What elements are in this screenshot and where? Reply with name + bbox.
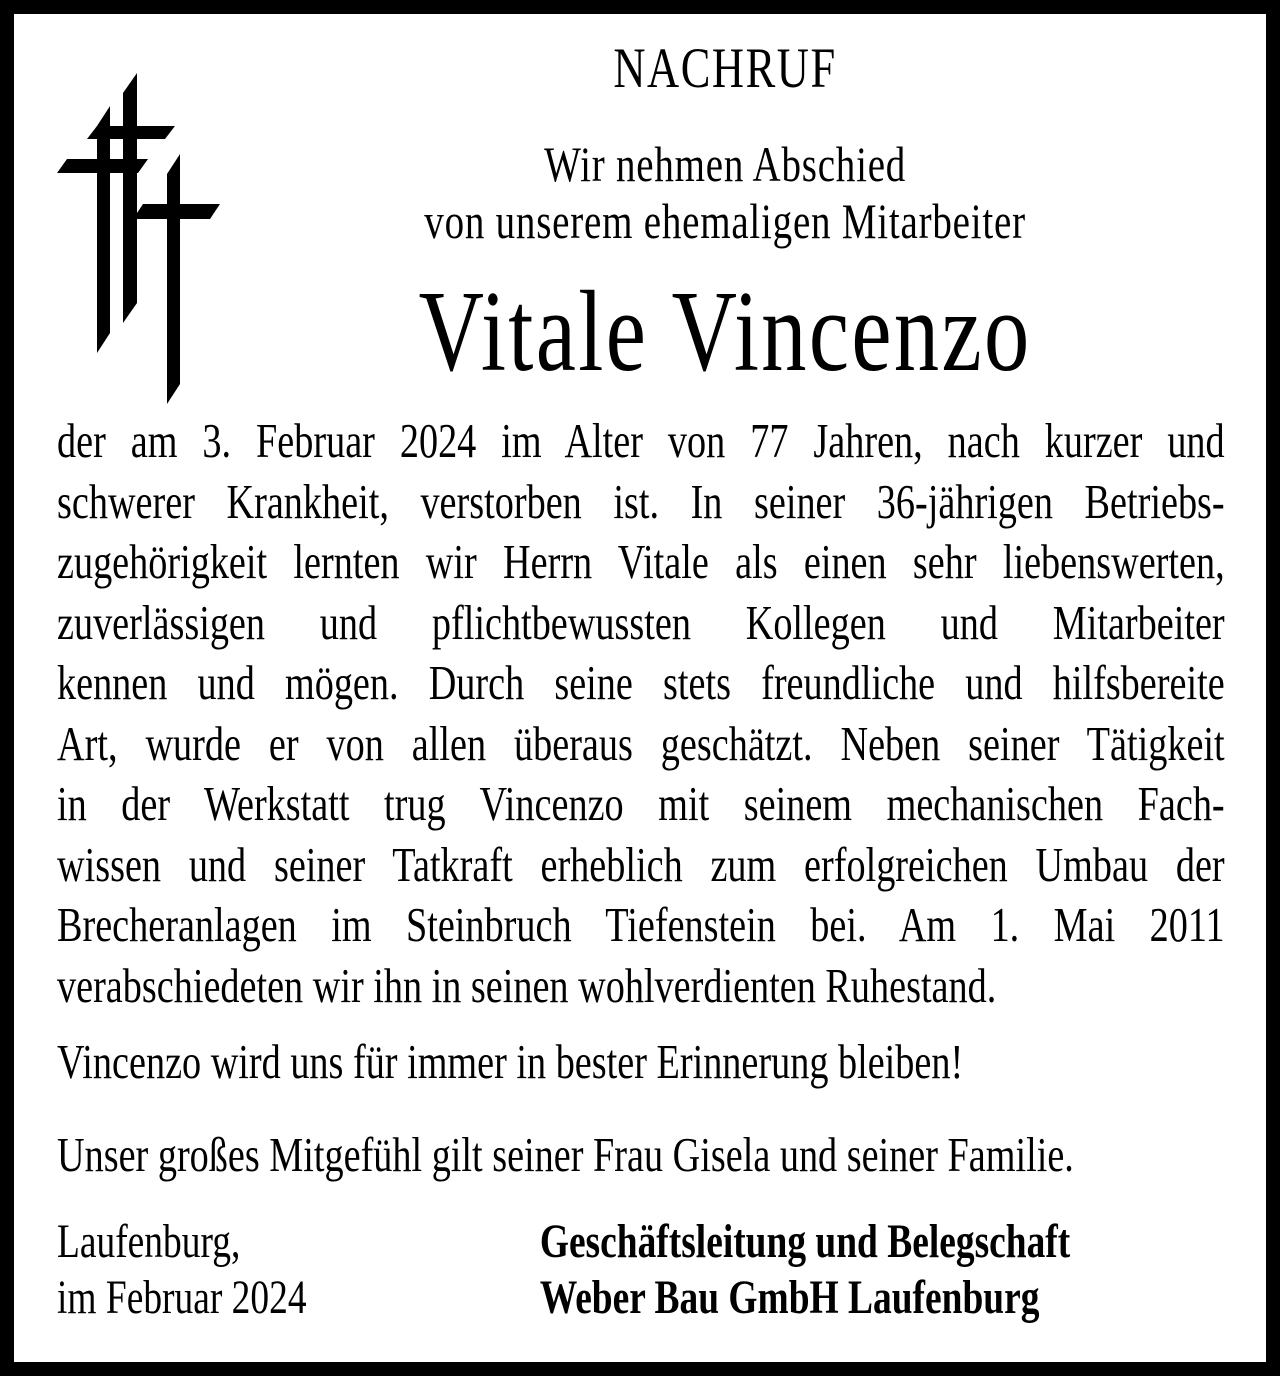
- place-line: Laufenburg,: [57, 1215, 241, 1268]
- deceased-name: Vitale Vincenzo: [418, 268, 1032, 396]
- notice-header: [57, 37, 1225, 396]
- body-line: verabschiedeten wir ihn in seinen wohlverdienten Ruhestand.: [57, 957, 997, 1013]
- body-line: Art, wurde er von allen überaus geschätzt. Neben seiner Tätigkeit: [57, 715, 1225, 771]
- body-line: wissen und seiner Tatkraft erheblich zum erfolgreichen Umbau der: [57, 836, 1225, 892]
- obituary-text: [57, 411, 1225, 1016]
- remembrance-line: Vincenzo wird uns für immer in bester Erinnerung bleiben!: [57, 1034, 964, 1089]
- signature-line-2: Weber Bau GmbH Laufenburg: [539, 1271, 1040, 1324]
- condolence-line: Unser großes Mitgefühl gilt seiner Frau Gisela und seiner Familie.: [57, 1126, 1074, 1182]
- signature-block: [540, 1214, 1070, 1326]
- body-line: zuverlässigen und pflichtbewussten Kollegen und Mitarbeiter: [57, 594, 1225, 650]
- intro-lines: [225, 136, 1224, 250]
- date-line: im Februar 2024: [57, 1271, 307, 1324]
- place-and-date: [57, 1214, 540, 1326]
- body-line: in der Werkstatt trug Vincenzo mit seinem mechanischen Fach-: [57, 776, 1225, 831]
- intro-line-2: von unserem ehemaligen Mitarbeiter: [424, 193, 1026, 249]
- notice-sheet: [14, 37, 1266, 1376]
- kicker-title: NACHRUF: [613, 37, 837, 100]
- signature-line-1: Geschäftsleitung und Belegschaft: [539, 1215, 1071, 1268]
- notice-footer: [57, 1214, 1225, 1326]
- body-line: kennen und mögen. Durch seine stets freundliche und hilfsbereite: [57, 655, 1225, 710]
- body-line: zugehörigkeit lernten wir Herrn Vitale als einen sehr liebenswerten,: [57, 534, 1225, 589]
- body-line: Brecheranlagen im Steinbruch Tiefenstein bei. Am 1. Mai 2011: [57, 897, 1225, 952]
- intro-line-1: Wir nehmen Abschied: [544, 136, 907, 192]
- body-line: der am 3. Februar 2024 im Alter von 77 Jahren, nach kurzer und: [57, 413, 1225, 468]
- body-line: schwerer Krankheit, verstorben ist. In seiner 36-jährigen Betriebs-: [57, 473, 1225, 529]
- notice-column: [57, 37, 1225, 1326]
